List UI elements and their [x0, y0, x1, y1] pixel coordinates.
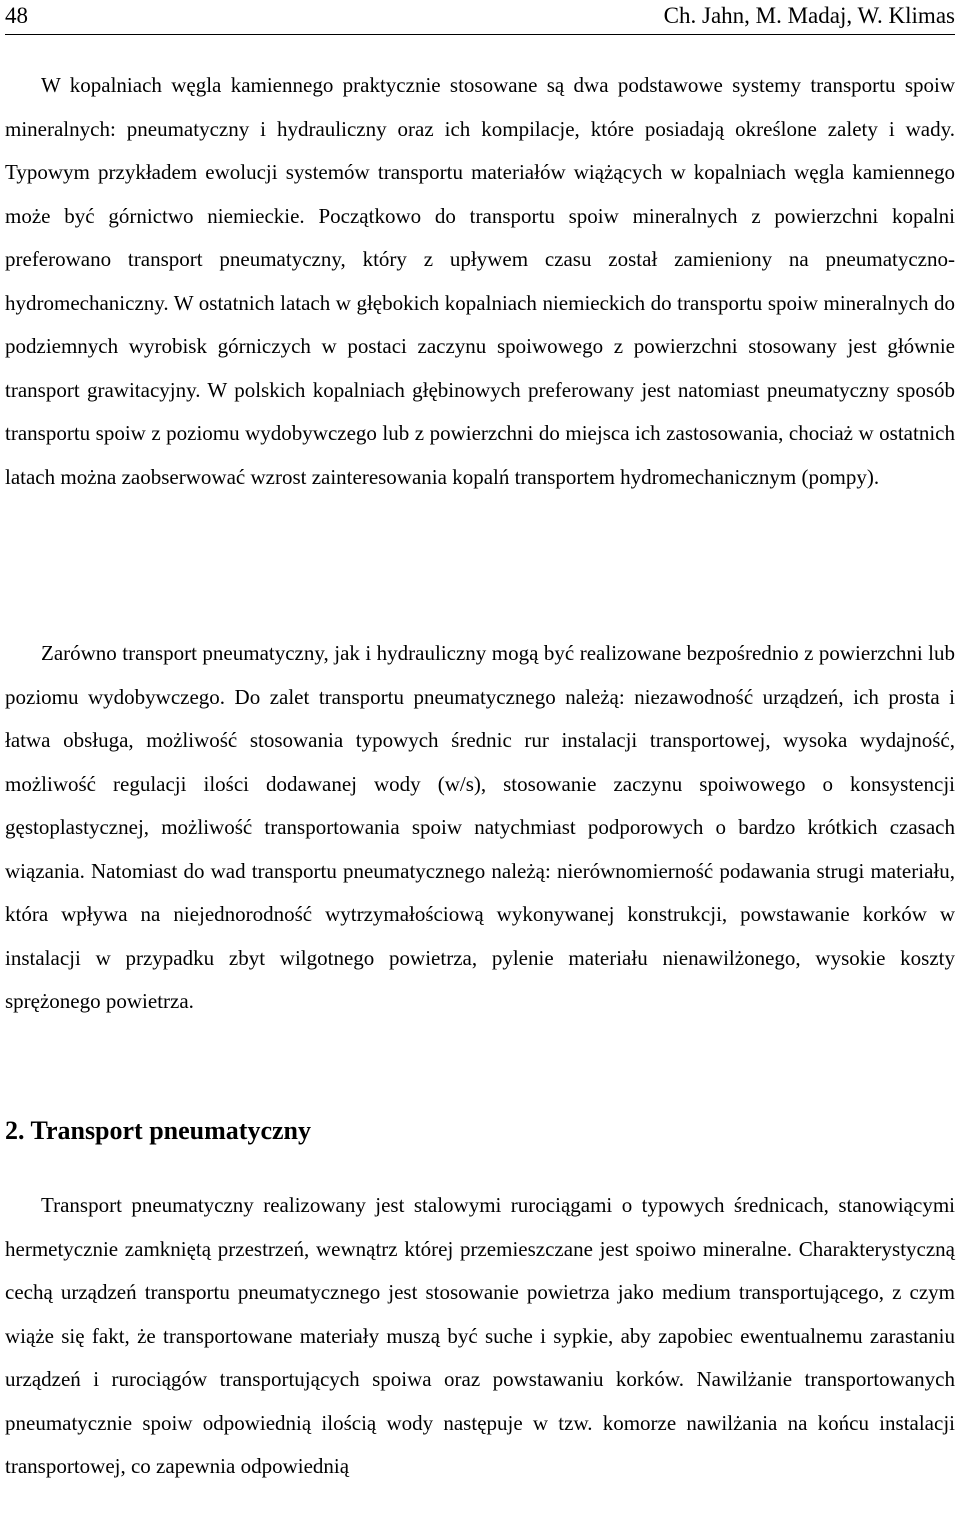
section-paragraph: Transport pneumatyczny realizowany jest stalowymi rurociągami o typowych średnicach, stanowiącymi hermetycznie zamkniętą przestrzeń, wewnątrz której przemieszczane jest spoiwo mineralne. Charakterystyczną cechą urządzeń transportu pneumatycznego jest stosowanie powietrza jako medium transportującego, z czym wiąże się fakt, że transportowane materiały muszą być suche i sypkie, aby zapobiec ewentualnemu zarastaniu urządzeń i rurociągów transportujących spoiwa oraz powstawaniu korków. Nawilżanie transportowanych pneumatycznie spoiw odpowiednią ilością wody następuje w tzw. komorze nawilżania na końcu instalacji transportowej, co zapewnia odpowiednią: [5, 1193, 955, 1478]
paragraph-pros-cons: Zarówno transport pneumatyczny, jak i hydrauliczny mogą być realizowane bezpośrednio z powierzchni lub poziomu wydobywczego. Do zalet transportu pneumatycznego należą: niezawodność urządzeń, ich prosta i łatwa obsługa, możliwość stosowania typowych średnic rur instalacji transportowej, wysoka wydajność, możliwość regulacji ilości dodawanej wody (w/s), stosowanie zaczynu spoiwowego o konsystencji gęstoplastycznej, możliwość transportowania spoiw natychmiast podporowych o bardzo krótkich czasach wiązania. Natomiast do wad transportu pneumatycznego należą: nierównomierność podawania strugi materiału, która wpływa na niejednorodność wytrzymałościową wykonywanej konstrukcji, powstawanie korków w instalacji w przypadku zbyt wilgotnego powietrza, pylenie materiału nienawilżonego, wysokie koszty sprężonego powietrza.: [5, 641, 955, 1013]
running-header: [5, 0, 955, 35]
page-number: 48: [5, 3, 28, 28]
paragraph-intro: W kopalniach węgla kamiennego praktycznie stosowane są dwa podstawowe systemy transportu spoiw mineralnych: pneumatyczny i hydrauliczny oraz ich kompilacje, które posiadają określone zalety i wady. Typowym przykładem ewolucji systemów transportu materiałów wiążących w kopalniach węgla kamiennego może być górnictwo niemieckie. Początkowo do transportu spoiw mineralnych z powierzchni kopalni preferowano transport pneumatyczny, który z upływem czasu został zamieniony na pneumatyczno-hydromechaniczny. W ostatnich latach w głębokich kopalniach niemieckich do transportu spoiw mineralnych do podziemnych wyrobisk górniczych w postaci zaczynu spoiwowego z powierzchni stosowany jest głównie transport grawitacyjny. W polskich kopalniach głębinowych preferowany jest natomiast pneumatyczny sposób transportu spoiw z poziomu wydobywczego lub z powierzchni do miejsca ich zastosowania, chociaż w ostatnich latach można zaobserwować wzrost zainteresowania kopalń transportem hydromechanicznym (pompy).: [5, 73, 955, 489]
section-heading: 2. Transport pneumatyczny: [5, 1116, 311, 1145]
running-header-authors: Ch. Jahn, M. Madaj, W. Klimas: [663, 3, 955, 28]
